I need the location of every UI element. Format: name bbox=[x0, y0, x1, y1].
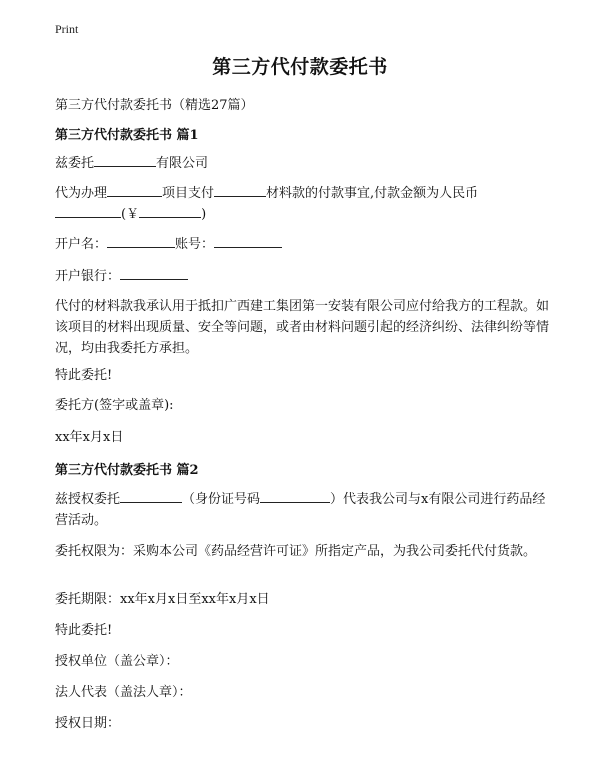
payment-text-c: 材料款的付款事宜,付款金额为人民币 bbox=[266, 186, 479, 201]
section-1-closing: 特此委托! bbox=[55, 368, 113, 383]
account-line bbox=[55, 234, 555, 255]
id-number-blank bbox=[260, 489, 330, 503]
amount-words-blank bbox=[55, 204, 121, 218]
account-number-label: 账号： bbox=[175, 237, 215, 252]
section-1-heading: 第三方代付款委托书 篇1 bbox=[55, 128, 199, 143]
payment-text-d: (￥ bbox=[121, 207, 140, 222]
document-subtitle: 第三方代付款委托书（精选27篇） bbox=[55, 98, 254, 113]
authorization-paragraph bbox=[55, 489, 555, 531]
document-title: 第三方代付款委托书 bbox=[212, 56, 388, 78]
payment-text-a: 代为办理 bbox=[55, 186, 108, 201]
authorization-date-label: 授权日期： bbox=[55, 716, 121, 731]
account-name-label: 开户名： bbox=[55, 237, 108, 252]
bank-line bbox=[55, 266, 555, 287]
section-2-closing: 特此委托! bbox=[55, 623, 113, 638]
liability-paragraph: 代付的材料款我承认用于抵扣广西建工集团第一安装有限公司应付给我方的工程款。如该项目的材料出现质量、安全等问题，或者由材料问题引起的经济纠纷、法律纠纷等情况，均由我委托方承担。 bbox=[55, 299, 550, 356]
authorization-scope: 委托权限为：采购本公司《药品经营许可证》所指定产品，为我公司委托代付货款。 bbox=[55, 544, 537, 559]
section-2-heading: 第三方代付款委托书 篇2 bbox=[55, 463, 199, 478]
entrusting-party-signature-label: 委托方(签字或盖章): bbox=[55, 398, 174, 413]
entrust-prefix: 兹委托 bbox=[55, 156, 95, 171]
entrust-company-line bbox=[55, 153, 555, 174]
print-link[interactable]: Print bbox=[55, 22, 79, 36]
payment-matter-paragraph bbox=[55, 183, 555, 225]
authorization-period: 委托期限：xx年x月x日至xx年x月x日 bbox=[55, 592, 270, 607]
company-blank bbox=[94, 153, 156, 167]
amount-number-blank bbox=[139, 204, 201, 218]
payment-text-e: ) bbox=[201, 207, 207, 222]
authorized-person-blank bbox=[120, 489, 182, 503]
bank-blank bbox=[120, 266, 188, 280]
legal-representative-label: 法人代表（盖法人章）： bbox=[55, 685, 192, 700]
entrust-suffix: 有限公司 bbox=[156, 156, 209, 171]
authorize-text-a: 兹授权委托 bbox=[55, 492, 121, 507]
payment-text-b: 项目支付 bbox=[162, 186, 215, 201]
authorize-text-b: （身份证号码 bbox=[182, 492, 261, 507]
authorize-text-c: ）代表我公司与x有限公司进行药品经营活动。 bbox=[55, 492, 546, 528]
project-blank bbox=[107, 183, 162, 197]
material-blank bbox=[214, 183, 266, 197]
section-1-date: xx年x月x日 bbox=[55, 430, 124, 445]
bank-label: 开户银行： bbox=[55, 269, 121, 284]
account-name-blank bbox=[107, 234, 175, 248]
authorizing-unit-label: 授权单位（盖公章）： bbox=[55, 654, 179, 669]
account-number-blank bbox=[214, 234, 282, 248]
